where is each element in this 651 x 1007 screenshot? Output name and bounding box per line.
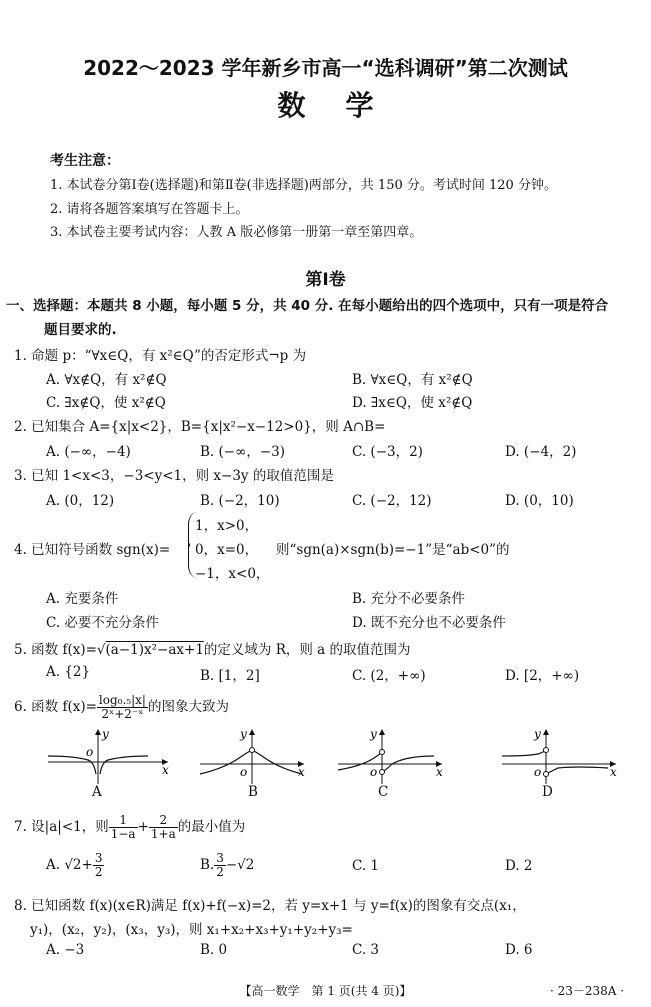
- svg-text:o: o: [240, 765, 248, 779]
- question-7-fraction-1: $\frac{1}{1-a}$: [110, 813, 136, 842]
- question-2-stem: 2. 已知集合 A={x|x<2}，B={x|x²−x−12>0}，则 A∩B=: [14, 419, 386, 435]
- notice-item-3: 3. 本试卷主要考试内容：人教 A 版必修第一册第一章至第四章。: [50, 225, 423, 240]
- svg-text:o: o: [370, 765, 378, 779]
- question-8-option-a: A. −3: [46, 942, 85, 958]
- question-7-option-d: D. 2: [505, 858, 533, 874]
- svg-text:x: x: [610, 765, 617, 779]
- piecewise-brace-tip: [184, 542, 190, 548]
- question-7-option-b: B. $\frac{3}{2}$ −√2: [200, 851, 255, 880]
- question-2-option-c: C. (−3，2): [352, 444, 423, 460]
- svg-text:y: y: [534, 727, 541, 741]
- question-1-option-c: C. ∃x∉Q，使 x²∉Q: [46, 395, 166, 411]
- question-8-stem-line2: y₁)，(x₂，y₂)，(x₃，y₃)，则 x₁+x₂+x₃+y₁+y₂+y₃=: [30, 922, 353, 938]
- graph-a-origin: o: [86, 745, 94, 759]
- question-5-option-a: A. {2}: [46, 664, 91, 680]
- graph-b: [196, 726, 311, 786]
- question-7-option-a: A. √2+ $\frac{3}{2}$: [46, 851, 103, 880]
- question-3-option-b: B. (−2，10): [200, 493, 280, 509]
- question-7-stem-prefix: 7. 设|a|<1，则: [14, 819, 109, 836]
- sgn-piece-2: 0，x=0，: [195, 542, 259, 558]
- svg-text:x: x: [436, 765, 443, 779]
- question-5-option-d: D. [2，+∞): [505, 668, 580, 684]
- question-7-stem: 7. 设|a|<1，则 $\frac{1}{1-a}$ + $\frac{2}{1+a}$ 的最小值为: [14, 813, 246, 842]
- graph-c-label: C: [378, 784, 389, 800]
- svg-text:y: y: [240, 727, 247, 741]
- question-1-option-b: B. ∀x∈Q，有 x²∉Q: [352, 372, 473, 388]
- question-1-stem: 1. 命题 p：“∀x∈Q，有 x²∈Q”的否定形式¬p 为: [14, 348, 307, 364]
- paper-code: · 23－238A ·: [550, 984, 625, 998]
- graph-c: [334, 726, 449, 786]
- question-6-frac-num: log₀.₅|x|: [98, 693, 146, 707]
- question-2-option-b: B. (−∞，−3): [200, 444, 285, 460]
- question-5-stem-suffix: 的定义域为 R，则 a 的取值范围为: [203, 642, 411, 658]
- question-5-option-c: C. (2，+∞): [352, 668, 426, 684]
- exam-title: 2022～2023 学年新乡市高一“选科调研”第二次测试: [83, 56, 568, 80]
- question-3-option-d: D. (0，10): [505, 493, 574, 509]
- question-4-option-b: B. 充分不必要条件: [352, 591, 466, 607]
- notice-item-1: 1. 本试卷分第Ⅰ卷(选择题)和第Ⅱ卷(非选择题)两部分，共 150 分。考试时间 120 分钟。: [50, 178, 557, 193]
- question-6-stem-suffix: 的图象大致为: [147, 699, 229, 716]
- question-6-frac-den: 2ˣ+2⁻ˣ: [101, 707, 144, 722]
- question-8-option-d: D. 6: [505, 942, 533, 958]
- question-2-option-a: A. (−∞，−4): [46, 444, 131, 460]
- sgn-piece-3: −1，x<0，: [195, 566, 270, 582]
- section-instructions-line1: 一、选择题：本题共 8 小题，每小题 5 分，共 40 分. 在每小题给出的四个选项中，只有一项是符合: [6, 298, 609, 314]
- graph-d-label: D: [542, 784, 553, 800]
- graph-a-y-arrow: [95, 729, 101, 735]
- question-7-fraction-2: $\frac{2}{1+a}$: [150, 813, 176, 842]
- subject-title: 数学: [277, 89, 414, 122]
- question-1-option-a: A. ∀x∉Q，有 x²∉Q: [46, 372, 167, 388]
- graph-b-label: B: [248, 784, 258, 800]
- graph-a: [44, 726, 174, 786]
- sgn-piece-1: 1，x>0，: [195, 518, 259, 534]
- question-3-option-a: A. (0，12): [46, 493, 115, 509]
- question-8-stem-line1: 8. 已知函数 f(x)(x∈R)满足 f(x)+f(−x)=2，若 y=x+1 与 y=f(x)的图象有交点(x₁，: [14, 898, 526, 914]
- svg-text:o: o: [534, 765, 542, 779]
- question-5-stem-prefix: 5. 函数 f(x)=√: [14, 642, 106, 658]
- question-4-option-d: D. 既不充分也不必要条件: [352, 615, 506, 631]
- notice-heading: 考生注意：: [50, 153, 120, 169]
- part-title: 第Ⅰ卷: [305, 270, 346, 290]
- question-5-option-b: B. [1，2]: [200, 668, 260, 684]
- question-7-option-c: C. 1: [352, 858, 380, 874]
- question-4-option-c: C. 必要不充分条件: [46, 615, 159, 631]
- page-footer: 【高一数学 第 1 页(共 4 页)】: [239, 984, 412, 998]
- question-7-stem-suffix: 的最小值为: [177, 819, 246, 836]
- graph-a-curve-right: [100, 756, 148, 774]
- section-instructions-line2: 题目要求的.: [44, 322, 117, 338]
- question-4-option-a: A. 充要条件: [46, 591, 119, 607]
- question-3-stem: 3. 已知 1<x<3，−3<y<1，则 x−3y 的取值范围是: [14, 468, 334, 484]
- question-4-stem-prefix: 4. 已知符号函数 sgn(x)=: [14, 542, 171, 558]
- question-8-option-c: C. 3: [352, 942, 380, 958]
- question-3-option-c: C. (−2，12): [352, 493, 432, 509]
- question-6-stem-prefix: 6. 函数 f(x)=: [14, 699, 97, 716]
- question-1-option-d: D. ∃x∈Q，使 x²∉Q: [352, 395, 473, 411]
- question-2-option-d: D. (−4，2): [505, 444, 577, 460]
- svg-text:y: y: [370, 727, 377, 741]
- notice-item-2: 2. 请将各题答案填写在答题卡上。: [50, 202, 249, 217]
- question-6-stem: [14, 694, 229, 721]
- question-4-stem-suffix: 则“sgn(a)×sgn(b)=−1”是“ab<0”的: [276, 542, 510, 558]
- question-5-radicand: (a−1)x²−ax+1: [105, 642, 204, 658]
- graph-a-x-label: x: [162, 763, 169, 777]
- graph-a-label: A: [92, 784, 102, 800]
- svg-text:x: x: [298, 765, 305, 779]
- question-5-stem: [14, 638, 411, 658]
- question-6-fraction: [97, 694, 148, 721]
- question-8-option-b: B. 0: [200, 942, 228, 958]
- graph-a-y-label: y: [102, 727, 109, 741]
- graph-d: [498, 726, 623, 786]
